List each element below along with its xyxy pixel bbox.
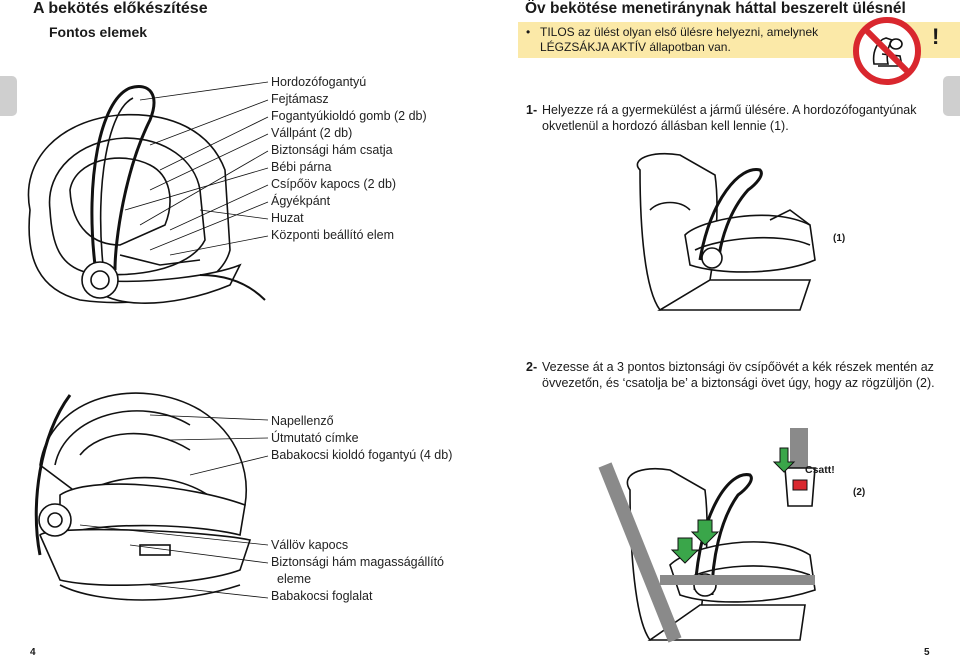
step-1-number: 1- xyxy=(526,103,538,117)
step-1-line-2: okvetlenül a hordozó állásban kell lennie (1). xyxy=(542,119,789,133)
figure-1-illustration xyxy=(620,150,840,320)
label-headrest: Fejtámasz xyxy=(271,92,329,106)
label-central-adjuster: Központi beállító elem xyxy=(271,228,394,242)
buckle-click-label: Csatt! xyxy=(805,464,835,476)
left-page-subtitle: Fontos elemek xyxy=(49,24,148,40)
label-handle-release: Fogantyúkioldó gomb (2 db) xyxy=(271,109,427,123)
label-stroller-release: Babakocsi kioldó fogantyú (4 db) xyxy=(271,448,453,462)
label-cover: Huzat xyxy=(271,211,304,225)
right-page-number: 5 xyxy=(924,647,930,658)
step-2-number: 2- xyxy=(526,360,538,374)
label-harness-buckle: Biztonsági hám csatja xyxy=(271,143,393,157)
label-crotch-strap: Ágyékpánt xyxy=(271,194,331,208)
figure-1-label: (1) xyxy=(833,233,846,244)
step-2-line-2: övvezetőn, és ‘csatolja be’ a biztonsági övet úgy, hogy az rögzüljön (2). xyxy=(542,376,935,390)
warning-line-2: LÉGZSÁKJA AKTÍV állapotban van. xyxy=(540,40,731,54)
lower-parts-labels-a xyxy=(271,413,452,464)
label-baby-cushion: Bébi párna xyxy=(271,160,332,174)
label-stroller-socket: Babakocsi foglalat xyxy=(271,589,373,603)
step-1 xyxy=(526,102,946,134)
right-page-title: Öv bekötése menetiránynak háttal beszerelt ülésnél xyxy=(525,0,906,17)
warning-bullet: • xyxy=(526,25,531,39)
warning-line-1: TILOS az ülést olyan első ülésre helyezni, amelynek xyxy=(540,25,819,39)
upper-parts-labels xyxy=(271,74,427,244)
left-page-title: A bekötés előkészítése xyxy=(33,0,208,17)
label-shoulder-belt-clip: Vállöv kapocs xyxy=(271,538,349,552)
label-canopy: Napellenző xyxy=(271,414,334,428)
airbag-warning-text xyxy=(526,25,860,55)
label-shoulder-straps: Vállpánt (2 db) xyxy=(271,126,353,140)
label-handle: Hordozófogantyú xyxy=(271,75,367,89)
lower-parts-labels-b xyxy=(271,537,444,605)
label-lap-belt-clip: Csípőöv kapocs (2 db) xyxy=(271,177,397,191)
step-2-line-1: Vezesse át a 3 pontos biztonsági öv csípőövét a kék részek mentén az xyxy=(542,360,934,374)
label-guide-sticker: Útmutató címke xyxy=(271,431,359,445)
left-page-number: 4 xyxy=(30,647,36,658)
figure-2-label: (2) xyxy=(853,487,866,498)
buckle-detail-illustration xyxy=(760,428,848,506)
step-1-line-1: Helyezze rá a gyermekülést a jármű ülésére. A hordozófogantyúnak xyxy=(542,103,917,117)
label-harness-height: Biztonsági hám magasságállító xyxy=(271,555,445,569)
label-harness-height-cont: eleme xyxy=(277,572,312,586)
no-airbag-sign-icon xyxy=(852,16,922,86)
car-seat-back-illustration xyxy=(0,355,280,635)
warning-exclamation: ! xyxy=(932,24,940,49)
step-2 xyxy=(526,359,946,391)
car-seat-parts-illustration xyxy=(0,60,280,320)
